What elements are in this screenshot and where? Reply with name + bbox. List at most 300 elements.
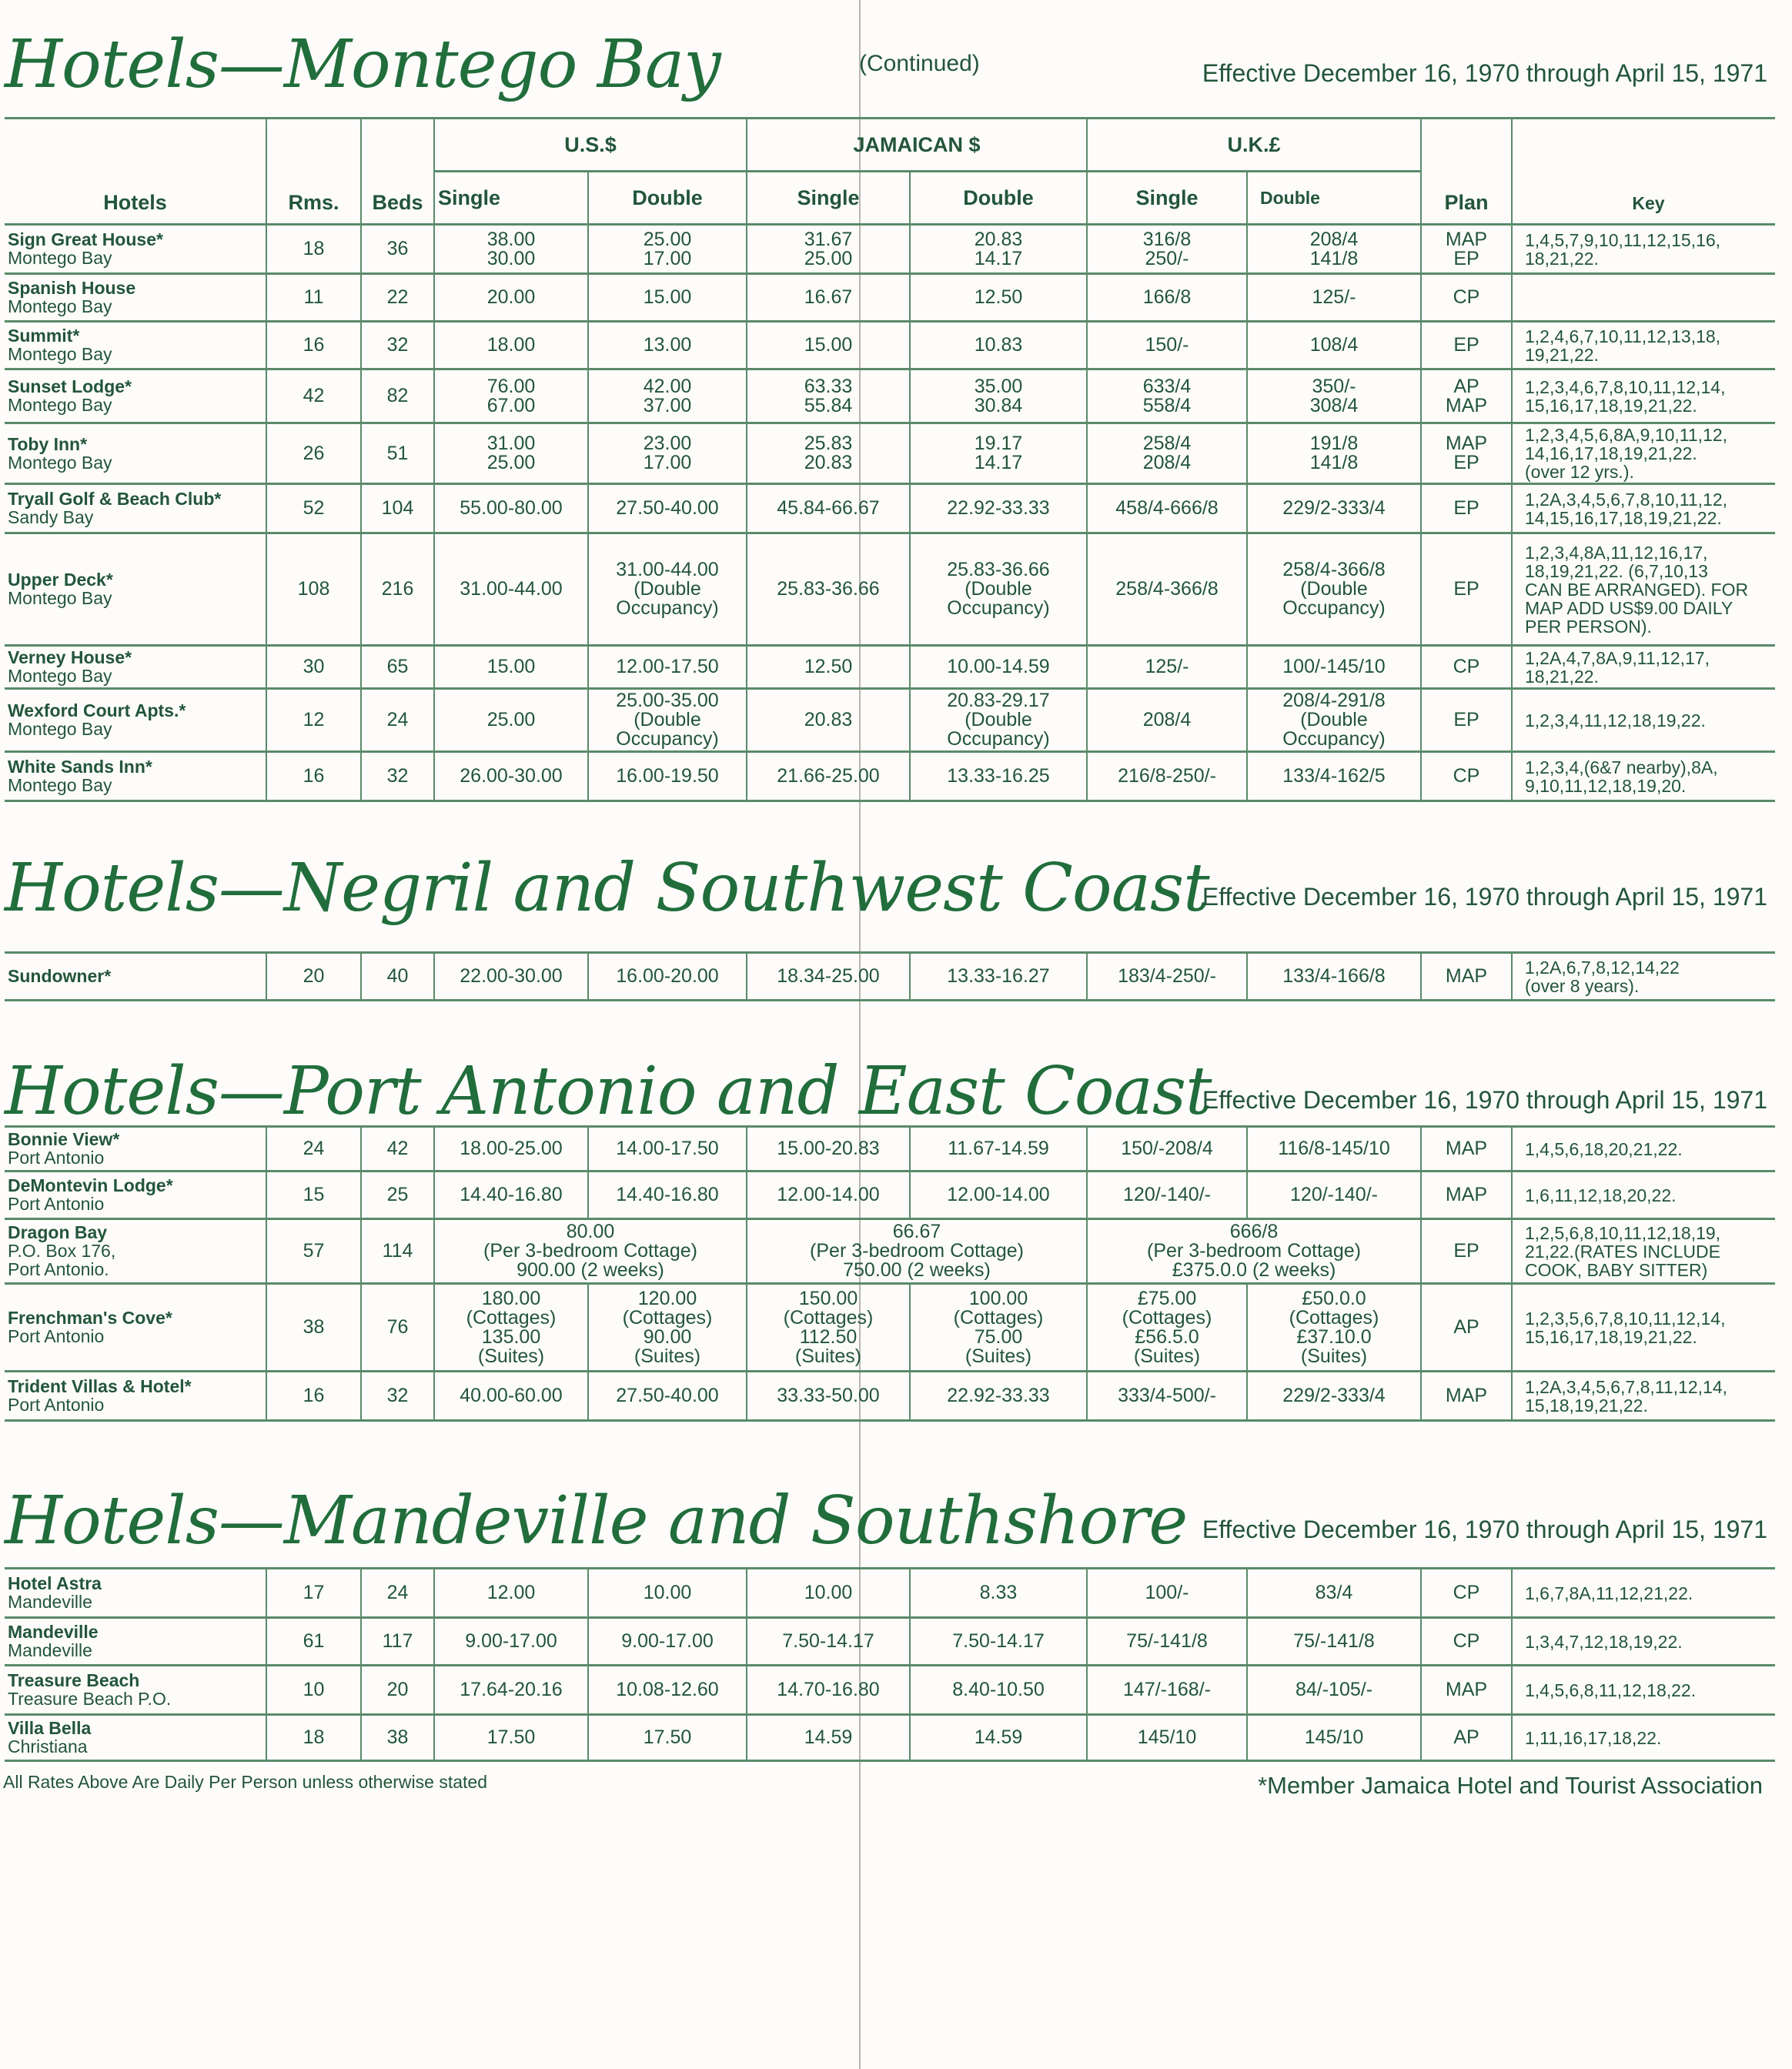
ja-double-cell: 7.50-14.17 <box>910 1618 1087 1666</box>
beds-cell: 38 <box>361 1715 434 1761</box>
hotel-location: Montego Bay <box>8 395 112 415</box>
rooms-cell: 57 <box>266 1219 361 1284</box>
beds-cell: 65 <box>361 646 434 689</box>
col-header-uk-single: Single <box>1087 172 1247 225</box>
plan-cell: CP <box>1421 752 1512 801</box>
hotel-location: Montego Bay <box>8 452 112 473</box>
rooms-cell: 20 <box>266 953 361 1001</box>
uk-double-cell: 133/4-166/8 <box>1247 953 1421 1001</box>
beds-cell: 25 <box>361 1172 434 1219</box>
uk-double-cell: 120/-140/- <box>1247 1172 1421 1219</box>
hotel-name: Dragon Bay <box>8 1222 108 1242</box>
table-row <box>5 1219 1775 1284</box>
beds-cell: 42 <box>361 1127 434 1172</box>
beds-cell: 104 <box>361 484 434 533</box>
table-row <box>5 274 1775 322</box>
rooms-cell: 18 <box>266 1715 361 1761</box>
continued-label: (Continued) <box>859 51 980 76</box>
uk-double-cell: 116/8-145/10 <box>1247 1127 1421 1172</box>
beds-cell: 22 <box>361 274 434 322</box>
hotel-location: Montego Bay <box>8 344 112 364</box>
key-cell: 1,2,3,5,6,7,8,10,11,12,14, 15,16,17,18,19,21,22. <box>1512 1284 1775 1372</box>
section-header-port-antonio <box>5 1042 1775 1135</box>
us-single-cell: 31.00 25.00 <box>434 423 588 484</box>
beds-cell: 51 <box>361 423 434 484</box>
table-row <box>5 1172 1775 1219</box>
us-single-cell: 25.00 <box>434 689 588 752</box>
hotel-name: Tryall Golf & Beach Club* <box>8 489 222 509</box>
table-row <box>5 322 1775 369</box>
section-title: Hotels—Mandeville and Southshore <box>5 1482 1188 1559</box>
us-double-cell: 42.00 37.00 <box>588 369 747 423</box>
hotel-location: Montego Bay <box>8 775 112 795</box>
uk-double-cell: 229/2-333/4 <box>1247 1372 1421 1421</box>
table-row <box>5 953 1775 1001</box>
col-header-uk: U.K.£ <box>1087 119 1421 172</box>
ja-double-cell: 25.83-36.66 (Double Occupancy) <box>910 533 1087 646</box>
beds-cell: 40 <box>361 953 434 1001</box>
section-title: Hotels—Montego Bay <box>5 26 720 103</box>
rooms-cell: 18 <box>266 225 361 274</box>
key-cell: 1,6,11,12,18,20,22. <box>1512 1172 1775 1219</box>
us-single-cell: 55.00-80.00 <box>434 484 588 533</box>
table-row <box>5 533 1775 646</box>
us-double-cell: 16.00-19.50 <box>588 752 747 801</box>
hotel-cell <box>5 1569 266 1618</box>
hotel-cell <box>5 752 266 801</box>
ja-single-cell: 15.00-20.83 <box>747 1127 910 1172</box>
ja-double-cell: 35.00 30.84 <box>910 369 1087 423</box>
beds-cell: 32 <box>361 1372 434 1421</box>
us-single-cell: 17.50 <box>434 1715 588 1761</box>
effective-date: Effective December 16, 1970 through April 15, 1971 <box>1202 1516 1767 1543</box>
table-row <box>5 1666 1775 1715</box>
table-row <box>5 752 1775 801</box>
hotel-location: Montego Bay <box>8 588 112 608</box>
hotel-location: Port Antonio <box>8 1194 105 1214</box>
ja-single-cell: 20.83 <box>747 689 910 752</box>
uk-single-cell: 147/-168/- <box>1087 1666 1247 1715</box>
beds-cell: 20 <box>361 1666 434 1715</box>
uk-double-cell: 145/10 <box>1247 1715 1421 1761</box>
beds-cell: 32 <box>361 752 434 801</box>
plan-cell: CP <box>1421 1618 1512 1666</box>
ja-single-cell: 21.66-25.00 <box>747 752 910 801</box>
hotel-name: Frenchman's Cove* <box>8 1308 172 1328</box>
ja-single-cell: 25.83 20.83 <box>747 423 910 484</box>
uk-single-cell: 150/- <box>1087 322 1247 369</box>
table-row <box>5 689 1775 752</box>
us-single-cell: 18.00-25.00 <box>434 1127 588 1172</box>
hotel-location: Montego Bay <box>8 248 112 268</box>
col-header-jamaican: JAMAICAN $ <box>747 119 1087 172</box>
uk-single-cell: 145/10 <box>1087 1715 1247 1761</box>
hotel-name: DeMontevin Lodge* <box>8 1175 173 1195</box>
table-row <box>5 646 1775 689</box>
uk-double-cell: 84/-105/- <box>1247 1666 1421 1715</box>
us-single-cell: 38.00 30.00 <box>434 225 588 274</box>
effective-date: Effective December 16, 1970 through April 15, 1971 <box>1202 883 1767 911</box>
col-header-plan: Plan <box>1421 119 1512 225</box>
us-double-cell: 27.50-40.00 <box>588 1372 747 1421</box>
uk-double-cell: £50.0.0 (Cottages) £37.10.0 (Suites) <box>1247 1284 1421 1372</box>
hotel-location: Port Antonio <box>8 1395 105 1415</box>
table-row <box>5 1284 1775 1372</box>
plan-cell: CP <box>1421 1569 1512 1618</box>
hotel-name: Sign Great House* <box>8 229 163 249</box>
rates-table-negril <box>5 951 1775 1001</box>
col-header-ja-double: Double <box>910 172 1087 225</box>
uk-single-cell: £75.00 (Cottages) £56.5.0 (Suites) <box>1087 1284 1247 1372</box>
ja-double-cell: 100.00 (Cottages) 75.00 (Suites) <box>910 1284 1087 1372</box>
rates-table-montego-bay <box>5 117 1775 802</box>
plan-cell: MAP <box>1421 1372 1512 1421</box>
hotel-cell <box>5 1666 266 1715</box>
uk-single-cell: 75/-141/8 <box>1087 1618 1247 1666</box>
ja-double-cell: 10.00-14.59 <box>910 646 1087 689</box>
hotel-location: Mandeville <box>8 1592 92 1612</box>
ja-single-cell: 14.59 <box>747 1715 910 1761</box>
us-double-cell: 25.00 17.00 <box>588 225 747 274</box>
rooms-cell: 11 <box>266 274 361 322</box>
us-double-cell: 31.00-44.00 (Double Occupancy) <box>588 533 747 646</box>
us-double-cell: 10.00 <box>588 1569 747 1618</box>
hotel-cell <box>5 646 266 689</box>
hotel-cell <box>5 322 266 369</box>
ja-double-cell: 12.50 <box>910 274 1087 322</box>
rates-table-port-antonio <box>5 1125 1775 1422</box>
us-double-cell: 13.00 <box>588 322 747 369</box>
ja-double-cell: 14.59 <box>910 1715 1087 1761</box>
ja-double-cell: 13.33-16.25 <box>910 752 1087 801</box>
us-single-cell: 76.00 67.00 <box>434 369 588 423</box>
uk-single-cell: 333/4-500/- <box>1087 1372 1247 1421</box>
col-header-us-double: Double <box>588 172 747 225</box>
plan-cell: MAP <box>1421 1127 1512 1172</box>
hotel-cell <box>5 369 266 423</box>
us-double-cell: 25.00-35.00 (Double Occupancy) <box>588 689 747 752</box>
col-header-hotels: Hotels <box>5 119 266 225</box>
ja-single-cell: 33.33-50.00 <box>747 1372 910 1421</box>
table-row <box>5 1715 1775 1761</box>
ja-single-cell: 12.50 <box>747 646 910 689</box>
uk-double-cell: 229/2-333/4 <box>1247 484 1421 533</box>
ja-single-cell: 10.00 <box>747 1569 910 1618</box>
us-single-cell: 9.00-17.00 <box>434 1618 588 1666</box>
beds-cell: 216 <box>361 533 434 646</box>
rooms-cell: 12 <box>266 689 361 752</box>
ja-single-cell: 12.00-14.00 <box>747 1172 910 1219</box>
rooms-cell: 61 <box>266 1618 361 1666</box>
us-double-cell: 10.08-12.60 <box>588 1666 747 1715</box>
us-double-cell: 14.40-16.80 <box>588 1172 747 1219</box>
col-header-us-single: Single <box>434 172 588 225</box>
rates-footnote: All Rates Above Are Daily Per Person unless otherwise stated <box>3 1772 487 1792</box>
rooms-cell: 24 <box>266 1127 361 1172</box>
us-double-cell: 12.00-17.50 <box>588 646 747 689</box>
us-double-cell: 9.00-17.00 <box>588 1618 747 1666</box>
uk-single-cell: 166/8 <box>1087 274 1247 322</box>
us-single-cell: 20.00 <box>434 274 588 322</box>
hotel-cell <box>5 953 266 1001</box>
key-cell: 1,2,3,4,8A,11,12,16,17, 18,19,21,22. (6,7,10,13 CAN BE ARRANGED). FOR MAP ADD US$9.00 DAILY PER PERSON). <box>1512 533 1775 646</box>
beds-cell: 114 <box>361 1219 434 1284</box>
table-row <box>5 1372 1775 1421</box>
key-cell: 1,2,3,4,6,7,8,10,11,12,14, 15,16,17,18,19,21,22. <box>1512 369 1775 423</box>
uk-double-cell: 75/-141/8 <box>1247 1618 1421 1666</box>
ja-single-cell: 31.67 25.00 <box>747 225 910 274</box>
key-cell: 1,2A,4,7,8A,9,11,12,17, 18,21,22. <box>1512 646 1775 689</box>
rooms-cell: 16 <box>266 752 361 801</box>
key-cell: 1,4,5,7,9,10,11,12,15,16, 18,21,22. <box>1512 225 1775 274</box>
us-single-cell: 40.00-60.00 <box>434 1372 588 1421</box>
us-single-cell: 15.00 <box>434 646 588 689</box>
key-cell: 1,6,7,8A,11,12,21,22. <box>1512 1569 1775 1618</box>
key-cell: 1,11,16,17,18,22. <box>1512 1715 1775 1761</box>
us-single-cell: 180.00 (Cottages) 135.00 (Suites) <box>434 1284 588 1372</box>
uk-double-cell: 208/4 141/8 <box>1247 225 1421 274</box>
hotel-location: Port Antonio <box>8 1326 105 1346</box>
plan-cell: AP <box>1421 1284 1512 1372</box>
ja-double-cell: 20.83 14.17 <box>910 225 1087 274</box>
ja-double-cell: 8.40-10.50 <box>910 1666 1087 1715</box>
uk-double-cell: 350/- 308/4 <box>1247 369 1421 423</box>
key-cell: 1,2,5,6,8,10,11,12,18,19, 21,22.(RATES INCLUDE COOK, BABY SITTER) <box>1512 1219 1775 1284</box>
hotel-cell <box>5 533 266 646</box>
ja-single-cell: 63.33 55.84 <box>747 369 910 423</box>
us-single-cell: 17.64-20.16 <box>434 1666 588 1715</box>
effective-date: Effective December 16, 1970 through April 15, 1971 <box>1202 1086 1767 1114</box>
us-single-cell: 22.00-30.00 <box>434 953 588 1001</box>
col-header-us: U.S.$ <box>434 119 747 172</box>
col-header-uk-double: Double <box>1247 172 1421 225</box>
section-title: Hotels—Port Antonio and East Coast <box>5 1053 1212 1130</box>
hotel-cell <box>5 1715 266 1761</box>
ja-single-cell: 25.83-36.66 <box>747 533 910 646</box>
uk-single-cell: 125/- <box>1087 646 1247 689</box>
key-cell: 1,4,5,6,18,20,21,22. <box>1512 1127 1775 1172</box>
uk-double-cell: 133/4-162/5 <box>1247 752 1421 801</box>
hotel-cell <box>5 1172 266 1219</box>
key-cell: 1,3,4,7,12,18,19,22. <box>1512 1618 1775 1666</box>
rooms-cell: 52 <box>266 484 361 533</box>
beds-cell: 24 <box>361 689 434 752</box>
table-row <box>5 225 1775 274</box>
key-cell: 1,2A,6,7,8,12,14,22 (over 8 years). <box>1512 953 1775 1001</box>
hotel-location: P.O. Box 176, Port Antonio. <box>8 1241 116 1279</box>
hotel-cell <box>5 484 266 533</box>
hotel-cell <box>5 1618 266 1666</box>
hotel-name: Upper Deck* <box>8 570 113 590</box>
section-header-montego-bay <box>5 15 1775 108</box>
table-row <box>5 1569 1775 1618</box>
section-header-negril <box>5 839 1775 931</box>
ja-rate-cell: 66.67 (Per 3-bedroom Cottage) 750.00 (2 weeks) <box>747 1219 1087 1284</box>
plan-cell: CP <box>1421 646 1512 689</box>
hotel-cell <box>5 423 266 484</box>
uk-single-cell: 316/8 250/- <box>1087 225 1247 274</box>
key-cell: 1,2,3,4,11,12,18,19,22. <box>1512 689 1775 752</box>
beds-cell: 117 <box>361 1618 434 1666</box>
hotel-location: Mandeville <box>8 1640 92 1660</box>
uk-double-cell: 125/- <box>1247 274 1421 322</box>
uk-single-cell: 150/-208/4 <box>1087 1127 1247 1172</box>
plan-cell: AP <box>1421 1715 1512 1761</box>
table-row <box>5 1618 1775 1666</box>
hotel-cell <box>5 1372 266 1421</box>
hotel-name: Bonnie View* <box>8 1129 120 1149</box>
hotel-name: Treasure Beach <box>8 1670 140 1690</box>
plan-cell: MAP <box>1421 1666 1512 1715</box>
uk-single-cell: 100/- <box>1087 1569 1247 1618</box>
hotel-location: Treasure Beach P.O. <box>8 1689 172 1709</box>
us-double-cell: 16.00-20.00 <box>588 953 747 1001</box>
uk-single-cell: 258/4-366/8 <box>1087 533 1247 646</box>
hotel-name: Villa Bella <box>8 1718 92 1738</box>
ja-single-cell: 7.50-14.17 <box>747 1618 910 1666</box>
beds-cell: 36 <box>361 225 434 274</box>
us-double-cell: 27.50-40.00 <box>588 484 747 533</box>
hotel-name: Wexford Court Apts.* <box>8 700 186 720</box>
plan-cell: MAP <box>1421 953 1512 1001</box>
uk-double-cell: 108/4 <box>1247 322 1421 369</box>
rooms-cell: 108 <box>266 533 361 646</box>
uk-rate-cell: 666/8 (Per 3-bedroom Cottage) £375.0.0 (2 weeks) <box>1087 1219 1421 1284</box>
uk-double-cell: 83/4 <box>1247 1569 1421 1618</box>
ja-double-cell: 20.83-29.17 (Double Occupancy) <box>910 689 1087 752</box>
rooms-cell: 42 <box>266 369 361 423</box>
col-header-ja-single: Single <box>747 172 910 225</box>
key-cell: 1,2A,3,4,5,6,7,8,11,12,14, 15,18,19,21,22. <box>1512 1372 1775 1421</box>
hotel-location: Christiana <box>8 1736 88 1756</box>
key-cell: 1,2,3,4,(6&7 nearby),8A, 9,10,11,12,18,19,20. <box>1512 752 1775 801</box>
ja-double-cell: 11.67-14.59 <box>910 1127 1087 1172</box>
member-footnote: *Member Jamaica Hotel and Tourist Association <box>1258 1772 1763 1799</box>
effective-date: Effective December 16, 1970 through April 15, 1971 <box>1202 59 1767 87</box>
ja-double-cell: 13.33-16.27 <box>910 953 1087 1001</box>
plan-cell: MAP EP <box>1421 225 1512 274</box>
hotel-location: Montego Bay <box>8 296 112 316</box>
beds-cell: 32 <box>361 322 434 369</box>
ja-single-cell: 18.34-25.00 <box>747 953 910 1001</box>
table-row <box>5 484 1775 533</box>
hotel-cell <box>5 1284 266 1372</box>
hotel-cell <box>5 225 266 274</box>
us-double-cell: 17.50 <box>588 1715 747 1761</box>
section-header-mandeville <box>5 1472 1775 1564</box>
section-title: Hotels—Negril and Southwest Coast <box>5 850 1209 927</box>
uk-single-cell: 208/4 <box>1087 689 1247 752</box>
key-cell: 1,2,4,6,7,10,11,12,13,18, 19,21,22. <box>1512 322 1775 369</box>
rooms-cell: 16 <box>266 322 361 369</box>
key-cell: 1,4,5,6,8,11,12,18,22. <box>1512 1666 1775 1715</box>
plan-cell: EP <box>1421 322 1512 369</box>
uk-single-cell: 458/4-666/8 <box>1087 484 1247 533</box>
uk-single-cell: 120/-140/- <box>1087 1172 1247 1219</box>
uk-single-cell: 258/4 208/4 <box>1087 423 1247 484</box>
plan-cell: EP <box>1421 689 1512 752</box>
us-double-cell: 120.00 (Cottages) 90.00 (Suites) <box>588 1284 747 1372</box>
hotel-name: Mandeville <box>8 1622 99 1642</box>
plan-cell: CP <box>1421 274 1512 322</box>
hotel-name: White Sands Inn* <box>8 757 152 777</box>
plan-cell: EP <box>1421 533 1512 646</box>
plan-cell: EP <box>1421 484 1512 533</box>
ja-double-cell: 19.17 14.17 <box>910 423 1087 484</box>
rooms-cell: 15 <box>266 1172 361 1219</box>
ja-double-cell: 8.33 <box>910 1569 1087 1618</box>
hotel-name: Spanish House <box>8 278 136 298</box>
rooms-cell: 10 <box>266 1666 361 1715</box>
key-cell: 1,2,3,4,5,6,8A,9,10,11,12, 14,16,17,18,19,21,22. (over 12 yrs.). <box>1512 423 1775 484</box>
uk-double-cell: 100/-145/10 <box>1247 646 1421 689</box>
hotel-location: Sandy Bay <box>8 507 94 527</box>
col-header-key: Key <box>1512 119 1775 225</box>
hotel-name: Sundowner* <box>8 966 112 986</box>
uk-double-cell: 208/4-291/8 (Double Occupancy) <box>1247 689 1421 752</box>
rooms-cell: 38 <box>266 1284 361 1372</box>
ja-double-cell: 12.00-14.00 <box>910 1172 1087 1219</box>
hotel-cell <box>5 1219 266 1284</box>
uk-single-cell: 633/4 558/4 <box>1087 369 1247 423</box>
ja-single-cell: 15.00 <box>747 322 910 369</box>
beds-cell: 82 <box>361 369 434 423</box>
us-single-cell: 12.00 <box>434 1569 588 1618</box>
key-cell: 1,2A,3,4,5,6,7,8,10,11,12, 14,15,16,17,18,19,21,22. <box>1512 484 1775 533</box>
us-single-cell: 31.00-44.00 <box>434 533 588 646</box>
us-rate-cell: 80.00 (Per 3-bedroom Cottage) 900.00 (2 weeks) <box>434 1219 747 1284</box>
hotel-location: Montego Bay <box>8 666 112 686</box>
ja-double-cell: 10.83 <box>910 322 1087 369</box>
table-row <box>5 423 1775 484</box>
uk-double-cell: 258/4-366/8 (Double Occupancy) <box>1247 533 1421 646</box>
rooms-cell: 16 <box>266 1372 361 1421</box>
us-single-cell: 18.00 <box>434 322 588 369</box>
us-double-cell: 23.00 17.00 <box>588 423 747 484</box>
hotel-name: Hotel Astra <box>8 1573 102 1593</box>
us-single-cell: 14.40-16.80 <box>434 1172 588 1219</box>
hotel-location: Montego Bay <box>8 719 112 739</box>
rooms-cell: 30 <box>266 646 361 689</box>
table-row <box>5 1127 1775 1172</box>
ja-double-cell: 22.92-33.33 <box>910 1372 1087 1421</box>
hotel-name: Sunset Lodge* <box>8 376 132 396</box>
hotel-cell <box>5 689 266 752</box>
us-double-cell: 15.00 <box>588 274 747 322</box>
table-row <box>5 369 1775 423</box>
us-double-cell: 14.00-17.50 <box>588 1127 747 1172</box>
uk-single-cell: 216/8-250/- <box>1087 752 1247 801</box>
uk-single-cell: 183/4-250/- <box>1087 953 1247 1001</box>
plan-cell: MAP <box>1421 1172 1512 1219</box>
hotel-cell <box>5 274 266 322</box>
hotel-name: Trident Villas & Hotel* <box>8 1376 192 1396</box>
rooms-cell: 17 <box>266 1569 361 1618</box>
col-header-rms: Rms. <box>266 119 361 225</box>
ja-single-cell: 14.70-16.80 <box>747 1666 910 1715</box>
beds-cell: 24 <box>361 1569 434 1618</box>
hotel-location: Port Antonio <box>8 1148 105 1168</box>
ja-single-cell: 16.67 <box>747 274 910 322</box>
rooms-cell: 26 <box>266 423 361 484</box>
us-single-cell: 26.00-30.00 <box>434 752 588 801</box>
beds-cell: 76 <box>361 1284 434 1372</box>
plan-cell: MAP EP <box>1421 423 1512 484</box>
uk-double-cell: 191/8 141/8 <box>1247 423 1421 484</box>
key-cell <box>1512 274 1775 322</box>
ja-single-cell: 150.00 (Cottages) 112.50 (Suites) <box>747 1284 910 1372</box>
hotel-name: Toby Inn* <box>8 433 88 454</box>
